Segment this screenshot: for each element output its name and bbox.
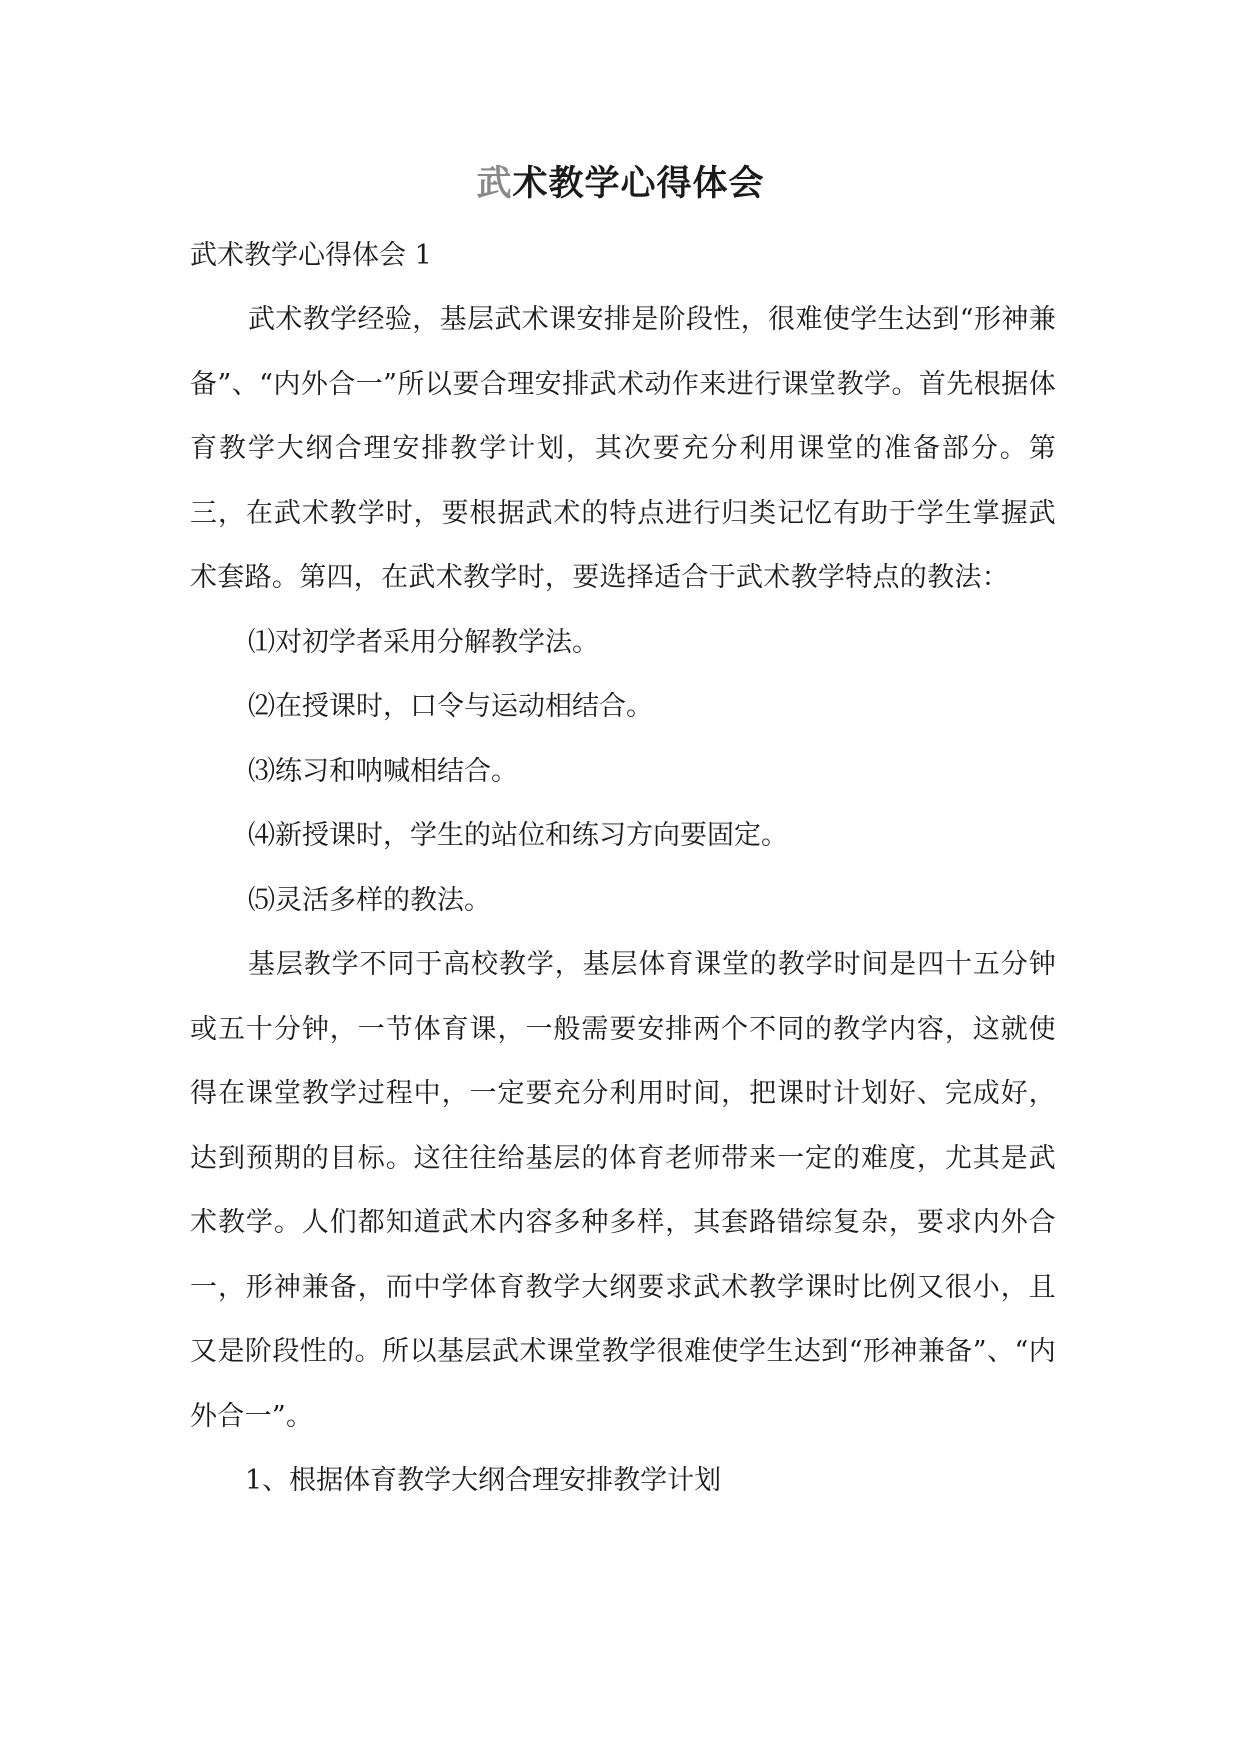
list-item: ⑷新授课时，学生的站位和练习方向要固定。 (248, 820, 788, 851)
section-heading: 武术教学心得体会 1 (190, 240, 432, 271)
document-body (190, 226, 1056, 1514)
paragraph-intro: 武术教学经验，基层武术课安排是阶段性，很难使学生达到“形神兼备”、“内外合一”所以要合理安排武术动作来进行课堂教学。首先根据体育教学大纲合理安排教学计划，其次要充分利用课堂的准备部分。第三，在武术教学时，要根据武术的特点进行归类记忆有助于学生掌握武术套路。第四，在武术教学时，要选择适合于武术教学特点的教法： (190, 304, 1056, 593)
list-item: ⑸灵活多样的教法。 (248, 884, 491, 916)
list-item: ⑵在授课时，口令与运动相结合。 (248, 691, 653, 722)
teaching-methods-list (190, 611, 1056, 934)
paragraph-basic-teaching: 基层教学不同于高校教学，基层体育课堂的教学时间是四十五分钟或五十分钟，一节体育课，一般需要安排两个不同的教学内容，这就使得在课堂教学过程中，一定要充分利用时间，把课时计划好、完成好，达到预期的目标。这往往给基层的体育老师带来一定的难度，尤其是武术教学。人们都知道武术内容多种多样，其套路错综复杂，要求内外合一，形神兼备，而中学体育教学大纲要求武术教学课时比例又很小，且又是阶段性的。所以基层武术课堂教学很难使学生达到“形神兼备”、“内外合一”。 (190, 949, 1056, 1432)
title-first-character: 武 (476, 163, 513, 204)
subheading-teaching-plan: 1、根据体育教学大纲合理安排教学计划 (245, 1465, 722, 1496)
document-title (0, 160, 1241, 208)
title-rest: 术教学心得体会 (512, 163, 765, 204)
list-item: ⑴对初学者采用分解教学法。 (248, 626, 599, 658)
list-item: ⑶练习和呐喊相结合。 (248, 755, 518, 787)
